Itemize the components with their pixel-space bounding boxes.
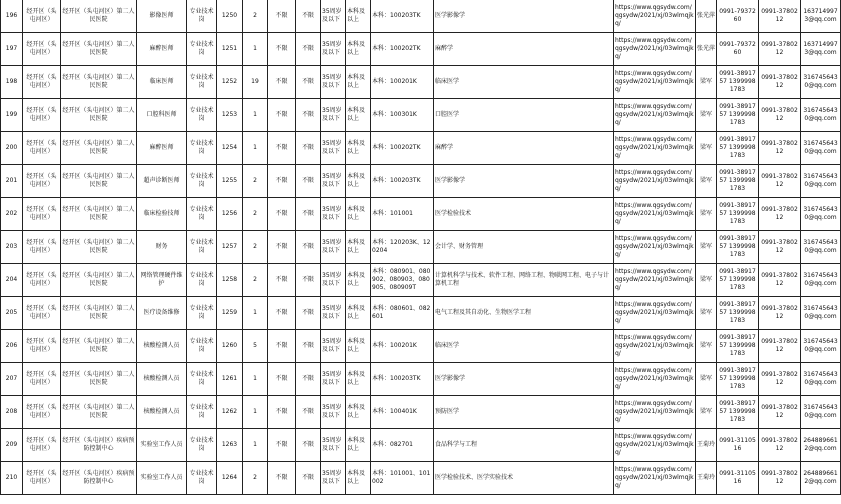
- url-cell: https://www.qgsydw.com/qgsydw/2021/xj/03wlmqjkq/: [614, 462, 696, 495]
- position-cell: 超声诊断医师: [137, 165, 187, 198]
- position-code-cell: 1252: [217, 66, 243, 99]
- position-code-cell: 1253: [217, 99, 243, 132]
- unit-cell: 经开区（头屯河区）第二人民医院: [61, 264, 137, 297]
- fax-cell: 0991-3780212: [759, 330, 801, 363]
- education-cell: 本科及以上: [346, 0, 371, 33]
- row-number: 203: [1, 231, 23, 264]
- major-name-cell: 临床医学: [434, 330, 614, 363]
- major-code-cell: 本科：080901、080902、080903、080905、080909T: [371, 264, 434, 297]
- position-type-cell: 专业技术岗: [187, 363, 217, 396]
- position-code-cell: 1263: [217, 429, 243, 462]
- district-cell: 经开区（头屯河区）: [23, 330, 61, 363]
- headcount-cell: 1: [243, 33, 268, 66]
- major-name-cell: 医学检验技术: [434, 198, 614, 231]
- row-number: 196: [1, 0, 23, 33]
- url-cell: https://www.qgsydw.com/qgsydw/2021/xj/03wlmqjkq/: [614, 231, 696, 264]
- major-code-cell: 本科：100201K: [371, 330, 434, 363]
- position-cell: 医疗设备维修: [137, 297, 187, 330]
- fax-cell: 0991-3780212: [759, 264, 801, 297]
- unit-cell: 经开区（头屯河区）第二人民医院: [61, 132, 137, 165]
- phone-cell: 0991-3891757 13999981783: [717, 132, 759, 165]
- contact-cell: 梁军: [696, 396, 717, 429]
- headcount-cell: 1: [243, 99, 268, 132]
- contact-cell: 张光萍: [696, 0, 717, 33]
- district-cell: 经开区（头屯河区）: [23, 462, 61, 495]
- major-name-cell: 医学影像学: [434, 0, 614, 33]
- education-cell: 本科及以上: [346, 165, 371, 198]
- url-cell: https://www.qgsydw.com/qgsydw/2021/xj/03wlmqjkq/: [614, 0, 696, 33]
- education-cell: 本科及以上: [346, 99, 371, 132]
- headcount-cell: 5: [243, 330, 268, 363]
- headcount-cell: 2: [243, 0, 268, 33]
- position-type-cell: 专业技术岗: [187, 33, 217, 66]
- ethnicity-cell: 不限: [296, 429, 321, 462]
- position-code-cell: 1251: [217, 33, 243, 66]
- position-cell: 麻醉医师: [137, 33, 187, 66]
- unit-cell: 经开区（头屯河区）第二人民医院: [61, 396, 137, 429]
- fax-cell: 0991-3780212: [759, 165, 801, 198]
- url-cell: https://www.qgsydw.com/qgsydw/2021/xj/03wlmqjkq/: [614, 363, 696, 396]
- fax-cell: 0991-3780212: [759, 231, 801, 264]
- fax-cell: 0991-3780212: [759, 66, 801, 99]
- headcount-cell: 2: [243, 231, 268, 264]
- phone-cell: 0991-7937260: [717, 33, 759, 66]
- gender-cell: 不限: [268, 264, 296, 297]
- age-cell: 35周岁及以下: [321, 363, 346, 396]
- education-cell: 本科及以上: [346, 429, 371, 462]
- gender-cell: 不限: [268, 462, 296, 495]
- position-cell: 麻醉医师: [137, 132, 187, 165]
- unit-cell: 经开区（头屯河区）第二人民医院: [61, 231, 137, 264]
- phone-cell: 0991-3110516: [717, 462, 759, 495]
- position-type-cell: 专业技术岗: [187, 198, 217, 231]
- headcount-cell: 19: [243, 66, 268, 99]
- major-code-cell: 本科：101001、101002: [371, 462, 434, 495]
- table-row: [1, 429, 841, 462]
- phone-cell: 0991-7937260: [717, 0, 759, 33]
- major-code-cell: 本科：101001: [371, 198, 434, 231]
- position-type-cell: 专业技术岗: [187, 231, 217, 264]
- email-cell: 3167456430@qq.com: [801, 165, 841, 198]
- district-cell: 经开区（头屯河区）: [23, 66, 61, 99]
- major-name-cell: 食品科学与工程: [434, 429, 614, 462]
- position-code-cell: 1259: [217, 297, 243, 330]
- district-cell: 经开区（头屯河区）: [23, 231, 61, 264]
- age-cell: 35周岁及以下: [321, 132, 346, 165]
- phone-cell: 0991-3891757 13999981783: [717, 264, 759, 297]
- position-code-cell: 1250: [217, 0, 243, 33]
- unit-cell: 经开区（头屯河区）第二人民医院: [61, 0, 137, 33]
- gender-cell: 不限: [268, 363, 296, 396]
- district-cell: 经开区（头屯河区）: [23, 264, 61, 297]
- contact-cell: 梁军: [696, 66, 717, 99]
- unit-cell: 经开区（头屯河区）第二人民医院: [61, 99, 137, 132]
- position-cell: 临床医师: [137, 66, 187, 99]
- contact-cell: 梁军: [696, 99, 717, 132]
- age-cell: 35周岁及以下: [321, 33, 346, 66]
- position-cell: 核酸检测人员: [137, 330, 187, 363]
- table-row: [1, 330, 841, 363]
- position-cell: 口腔科医师: [137, 99, 187, 132]
- email-cell: 3167456430@qq.com: [801, 132, 841, 165]
- unit-cell: 经开区（头屯河区）疾病预防控制中心: [61, 429, 137, 462]
- gender-cell: 不限: [268, 165, 296, 198]
- unit-cell: 经开区（头屯河区）第二人民医院: [61, 363, 137, 396]
- major-code-cell: 本科：080601、082601: [371, 297, 434, 330]
- district-cell: 经开区（头屯河区）: [23, 99, 61, 132]
- ethnicity-cell: 不限: [296, 165, 321, 198]
- district-cell: 经开区（头屯河区）: [23, 165, 61, 198]
- unit-cell: 经开区（头屯河区）第二人民医院: [61, 66, 137, 99]
- email-cell: 1637149973@qq.com: [801, 33, 841, 66]
- row-number: 209: [1, 429, 23, 462]
- email-cell: 3167456430@qq.com: [801, 66, 841, 99]
- phone-cell: 0991-3891757 13999981783: [717, 297, 759, 330]
- headcount-cell: 1: [243, 429, 268, 462]
- ethnicity-cell: 不限: [296, 363, 321, 396]
- gender-cell: 不限: [268, 330, 296, 363]
- gender-cell: 不限: [268, 33, 296, 66]
- contact-cell: 王菊玲: [696, 462, 717, 495]
- fax-cell: 0991-3780212: [759, 462, 801, 495]
- row-number: 201: [1, 165, 23, 198]
- headcount-cell: 2: [243, 264, 268, 297]
- position-cell: 核酸检测人员: [137, 363, 187, 396]
- url-cell: https://www.qgsydw.com/qgsydw/2021/xj/03wlmqjkq/: [614, 198, 696, 231]
- unit-cell: 经开区（头屯河区）第二人民医院: [61, 198, 137, 231]
- headcount-cell: 1: [243, 297, 268, 330]
- fax-cell: 0991-3780212: [759, 396, 801, 429]
- email-cell: 3167456430@qq.com: [801, 363, 841, 396]
- age-cell: 35周岁及以下: [321, 231, 346, 264]
- table-row: [1, 396, 841, 429]
- email-cell: 3167456430@qq.com: [801, 297, 841, 330]
- headcount-cell: 2: [243, 165, 268, 198]
- gender-cell: 不限: [268, 132, 296, 165]
- contact-cell: 梁军: [696, 231, 717, 264]
- row-number: 200: [1, 132, 23, 165]
- row-number: 198: [1, 66, 23, 99]
- headcount-cell: 2: [243, 462, 268, 495]
- district-cell: 经开区（头屯河区）: [23, 429, 61, 462]
- position-cell: 实验室工作人员: [137, 462, 187, 495]
- contact-cell: 王菊玲: [696, 429, 717, 462]
- phone-cell: 0991-3891757 13999981783: [717, 198, 759, 231]
- ethnicity-cell: 不限: [296, 231, 321, 264]
- position-cell: 影像医师: [137, 0, 187, 33]
- major-name-cell: 预防医学: [434, 396, 614, 429]
- phone-cell: 0991-3891757 13999981783: [717, 363, 759, 396]
- position-code-cell: 1261: [217, 363, 243, 396]
- age-cell: 35周岁及以下: [321, 66, 346, 99]
- contact-cell: 梁军: [696, 198, 717, 231]
- gender-cell: 不限: [268, 396, 296, 429]
- age-cell: 35周岁及以下: [321, 165, 346, 198]
- age-cell: 35周岁及以下: [321, 99, 346, 132]
- email-cell: 2648896612@qq.com: [801, 429, 841, 462]
- table-row: [1, 363, 841, 396]
- table-row: [1, 0, 841, 33]
- position-code-cell: 1256: [217, 198, 243, 231]
- major-code-cell: 本科：100301K: [371, 99, 434, 132]
- district-cell: 经开区（头屯河区）: [23, 297, 61, 330]
- education-cell: 本科及以上: [346, 363, 371, 396]
- ethnicity-cell: 不限: [296, 462, 321, 495]
- row-number: 210: [1, 462, 23, 495]
- district-cell: 经开区（头屯河区）: [23, 0, 61, 33]
- fax-cell: 0991-3780212: [759, 99, 801, 132]
- gender-cell: 不限: [268, 0, 296, 33]
- email-cell: 3167456430@qq.com: [801, 396, 841, 429]
- url-cell: https://www.qgsydw.com/qgsydw/2021/xj/03wlmqjkq/: [614, 330, 696, 363]
- url-cell: https://www.qgsydw.com/qgsydw/2021/xj/03wlmqjkq/: [614, 396, 696, 429]
- position-cell: 网络管理硬件维护: [137, 264, 187, 297]
- gender-cell: 不限: [268, 99, 296, 132]
- table-row: [1, 264, 841, 297]
- row-number: 208: [1, 396, 23, 429]
- unit-cell: 经开区（头屯河区）第二人民医院: [61, 297, 137, 330]
- major-code-cell: 本科：100201K: [371, 66, 434, 99]
- ethnicity-cell: 不限: [296, 396, 321, 429]
- contact-cell: 梁军: [696, 363, 717, 396]
- fax-cell: 0991-3780212: [759, 363, 801, 396]
- url-cell: https://www.qgsydw.com/qgsydw/2021/xj/03wlmqjkq/: [614, 66, 696, 99]
- fax-cell: 0991-3780212: [759, 198, 801, 231]
- table-body: [1, 0, 841, 495]
- education-cell: 本科及以上: [346, 231, 371, 264]
- row-number: 206: [1, 330, 23, 363]
- table-row: [1, 198, 841, 231]
- row-number: 199: [1, 99, 23, 132]
- row-number: 202: [1, 198, 23, 231]
- url-cell: https://www.qgsydw.com/qgsydw/2021/xj/03wlmqjkq/: [614, 99, 696, 132]
- contact-cell: 梁军: [696, 264, 717, 297]
- phone-cell: 0991-3891757 13999981783: [717, 330, 759, 363]
- education-cell: 本科及以上: [346, 33, 371, 66]
- position-type-cell: 专业技术岗: [187, 0, 217, 33]
- major-name-cell: 口腔医学: [434, 99, 614, 132]
- district-cell: 经开区（头屯河区）: [23, 396, 61, 429]
- gender-cell: 不限: [268, 429, 296, 462]
- education-cell: 本科及以上: [346, 264, 371, 297]
- position-cell: 实验室工作人员: [137, 429, 187, 462]
- major-name-cell: 医学影像学: [434, 165, 614, 198]
- education-cell: 本科及以上: [346, 297, 371, 330]
- position-code-cell: 1257: [217, 231, 243, 264]
- education-cell: 本科及以上: [346, 132, 371, 165]
- headcount-cell: 1: [243, 132, 268, 165]
- major-code-cell: 本科：100202TK: [371, 33, 434, 66]
- major-code-cell: 本科：100203TK: [371, 0, 434, 33]
- position-type-cell: 专业技术岗: [187, 165, 217, 198]
- gender-cell: 不限: [268, 297, 296, 330]
- major-code-cell: 本科：120203K、120204: [371, 231, 434, 264]
- unit-cell: 经开区（头屯河区）第二人民医院: [61, 165, 137, 198]
- table-row: [1, 99, 841, 132]
- contact-cell: 梁军: [696, 330, 717, 363]
- table-row: [1, 165, 841, 198]
- position-code-cell: 1254: [217, 132, 243, 165]
- position-code-cell: 1258: [217, 264, 243, 297]
- ethnicity-cell: 不限: [296, 198, 321, 231]
- position-type-cell: 专业技术岗: [187, 66, 217, 99]
- gender-cell: 不限: [268, 66, 296, 99]
- phone-cell: 0991-3891757 13999981783: [717, 231, 759, 264]
- position-type-cell: 专业技术岗: [187, 396, 217, 429]
- age-cell: 35周岁及以下: [321, 396, 346, 429]
- ethnicity-cell: 不限: [296, 297, 321, 330]
- district-cell: 经开区（头屯河区）: [23, 33, 61, 66]
- major-code-cell: 本科：100203TK: [371, 165, 434, 198]
- ethnicity-cell: 不限: [296, 0, 321, 33]
- unit-cell: 经开区（头屯河区）疾病预防控制中心: [61, 462, 137, 495]
- contact-cell: 张光萍: [696, 33, 717, 66]
- row-number: 204: [1, 264, 23, 297]
- headcount-cell: 1: [243, 363, 268, 396]
- url-cell: https://www.qgsydw.com/qgsydw/2021/xj/03wlmqjkq/: [614, 33, 696, 66]
- major-code-cell: 本科：082701: [371, 429, 434, 462]
- url-cell: https://www.qgsydw.com/qgsydw/2021/xj/03wlmqjkq/: [614, 264, 696, 297]
- email-cell: 3167456430@qq.com: [801, 231, 841, 264]
- ethnicity-cell: 不限: [296, 132, 321, 165]
- phone-cell: 0991-3110516: [717, 429, 759, 462]
- age-cell: 35周岁及以下: [321, 330, 346, 363]
- age-cell: 35周岁及以下: [321, 198, 346, 231]
- phone-cell: 0991-3891757 13999981783: [717, 396, 759, 429]
- major-name-cell: 计算机科学与技术、软件工程、网络工程、物联网工程、电子与计算机工程: [434, 264, 614, 297]
- position-type-cell: 专业技术岗: [187, 99, 217, 132]
- unit-cell: 经开区（头屯河区）第二人民医院: [61, 330, 137, 363]
- major-code-cell: 本科：100401K: [371, 396, 434, 429]
- row-number: 197: [1, 33, 23, 66]
- major-name-cell: 医学检验技术、医学实验技术: [434, 462, 614, 495]
- row-number: 207: [1, 363, 23, 396]
- position-type-cell: 专业技术岗: [187, 264, 217, 297]
- major-code-cell: 本科：100203TK: [371, 363, 434, 396]
- contact-cell: 梁军: [696, 165, 717, 198]
- gender-cell: 不限: [268, 198, 296, 231]
- ethnicity-cell: 不限: [296, 66, 321, 99]
- unit-cell: 经开区（头屯河区）第二人民医院: [61, 33, 137, 66]
- row-number: 205: [1, 297, 23, 330]
- district-cell: 经开区（头屯河区）: [23, 198, 61, 231]
- major-name-cell: 临床医学: [434, 66, 614, 99]
- email-cell: 3167456430@qq.com: [801, 99, 841, 132]
- age-cell: 35周岁及以下: [321, 264, 346, 297]
- position-code-cell: 1260: [217, 330, 243, 363]
- phone-cell: 0991-3891757 13999981783: [717, 66, 759, 99]
- contact-cell: 梁军: [696, 297, 717, 330]
- major-name-cell: 麻醉学: [434, 132, 614, 165]
- position-type-cell: 专业技术岗: [187, 429, 217, 462]
- major-code-cell: 本科：100202TK: [371, 132, 434, 165]
- table-row: [1, 462, 841, 495]
- ethnicity-cell: 不限: [296, 330, 321, 363]
- age-cell: 35周岁及以下: [321, 429, 346, 462]
- position-cell: 财务: [137, 231, 187, 264]
- phone-cell: 0991-3891757 13999981783: [717, 99, 759, 132]
- major-name-cell: 会计学、财务管理: [434, 231, 614, 264]
- education-cell: 本科及以上: [346, 330, 371, 363]
- email-cell: 3167456430@qq.com: [801, 198, 841, 231]
- table-row: [1, 231, 841, 264]
- position-type-cell: 专业技术岗: [187, 462, 217, 495]
- age-cell: 35周岁及以下: [321, 0, 346, 33]
- fax-cell: 0991-3780212: [759, 297, 801, 330]
- phone-cell: 0991-3891757 13999981783: [717, 165, 759, 198]
- contact-cell: 梁军: [696, 132, 717, 165]
- education-cell: 本科及以上: [346, 462, 371, 495]
- position-cell: 临床检验技师: [137, 198, 187, 231]
- age-cell: 35周岁及以下: [321, 462, 346, 495]
- ethnicity-cell: 不限: [296, 33, 321, 66]
- email-cell: 1637149973@qq.com: [801, 0, 841, 33]
- district-cell: 经开区（头屯河区）: [23, 132, 61, 165]
- fax-cell: 0991-3780212: [759, 132, 801, 165]
- education-cell: 本科及以上: [346, 198, 371, 231]
- major-name-cell: 医学影像学: [434, 363, 614, 396]
- fax-cell: 0991-3780212: [759, 33, 801, 66]
- url-cell: https://www.qgsydw.com/qgsydw/2021/xj/03wlmqjkq/: [614, 165, 696, 198]
- url-cell: https://www.qgsydw.com/qgsydw/2021/xj/03wlmqjkq/: [614, 297, 696, 330]
- fax-cell: 0991-3780212: [759, 0, 801, 33]
- major-name-cell: 电气工程及其自动化、生物医学工程: [434, 297, 614, 330]
- url-cell: https://www.qgsydw.com/qgsydw/2021/xj/03wlmqjkq/: [614, 132, 696, 165]
- position-code-cell: 1255: [217, 165, 243, 198]
- email-cell: 3167456430@qq.com: [801, 330, 841, 363]
- district-cell: 经开区（头屯河区）: [23, 363, 61, 396]
- table-row: [1, 66, 841, 99]
- position-cell: 核酸检测人员: [137, 396, 187, 429]
- fax-cell: 0991-3780212: [759, 429, 801, 462]
- education-cell: 本科及以上: [346, 66, 371, 99]
- position-code-cell: 1262: [217, 396, 243, 429]
- position-code-cell: 1264: [217, 462, 243, 495]
- position-type-cell: 专业技术岗: [187, 132, 217, 165]
- education-cell: 本科及以上: [346, 396, 371, 429]
- email-cell: 2648896612@qq.com: [801, 462, 841, 495]
- major-name-cell: 麻醉学: [434, 33, 614, 66]
- table-row: [1, 297, 841, 330]
- position-type-cell: 专业技术岗: [187, 297, 217, 330]
- position-type-cell: 专业技术岗: [187, 330, 217, 363]
- table-row: [1, 132, 841, 165]
- headcount-cell: 1: [243, 396, 268, 429]
- url-cell: https://www.qgsydw.com/qgsydw/2021/xj/03wlmqjkq/: [614, 429, 696, 462]
- gender-cell: 不限: [268, 231, 296, 264]
- headcount-cell: 2: [243, 198, 268, 231]
- ethnicity-cell: 不限: [296, 99, 321, 132]
- table-row: [1, 33, 841, 66]
- email-cell: 3167456430@qq.com: [801, 264, 841, 297]
- age-cell: 35周岁及以下: [321, 297, 346, 330]
- ethnicity-cell: 不限: [296, 264, 321, 297]
